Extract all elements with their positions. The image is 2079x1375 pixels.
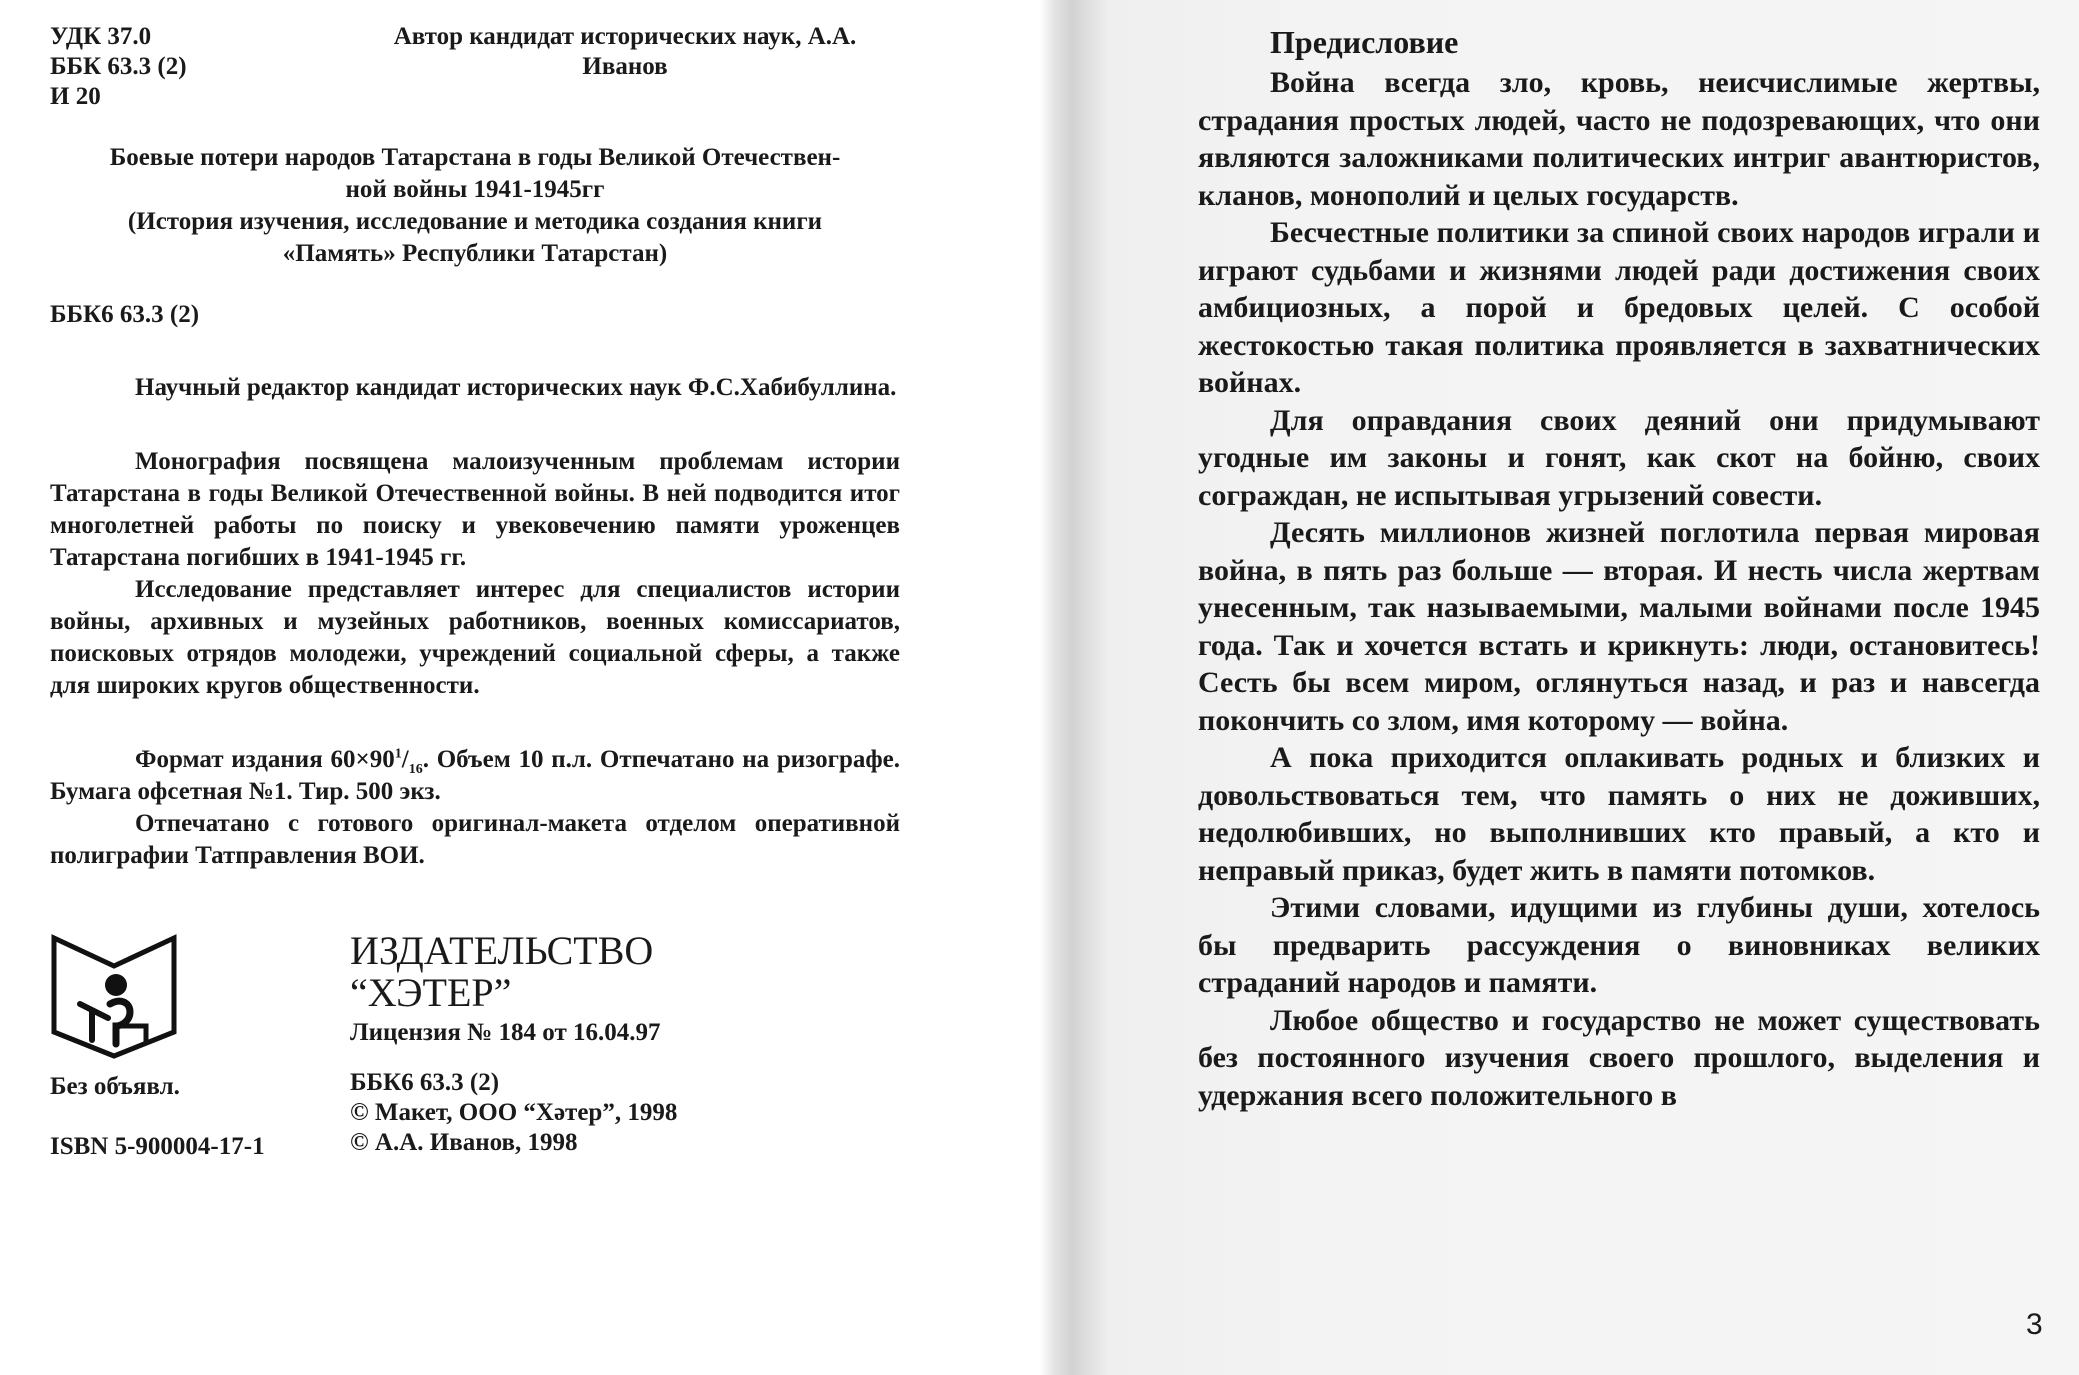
book-subtitle-line-2: «Память» Республики Татарстан) bbox=[282, 240, 668, 267]
preface-paragraph-2: Бесчестные политики за спиной своих народов играли и играют судьбами и жизнями людей ради достижения своих амбициозных, а порой и бредовых целей. С особой жестокостью такая политика проявляется в захватнических войнах. bbox=[1198, 216, 2040, 399]
format-slash: / bbox=[401, 746, 409, 773]
header-block bbox=[50, 22, 900, 112]
abstract-paragraph-2: Исследование представляет интерес для специалистов истории войны, архивных и музейных работников, военных комиссариатов, поисковых отрядов молодежи, учреждений социальной сферы, а также для широких кругов общественности. bbox=[50, 576, 900, 699]
author-line-1: Автор кандидат исторических наук, А.А. bbox=[393, 23, 857, 50]
bbk6-footer-code: ББК6 63.3 (2) bbox=[350, 1069, 500, 1096]
copyright-author: © А.А. Иванов, 1998 bbox=[350, 1129, 578, 1156]
bbk6-code: ББК6 63.3 (2) bbox=[50, 301, 200, 328]
right-column bbox=[1198, 20, 2040, 1114]
page-number: 3 bbox=[2026, 1308, 2043, 1341]
book-title bbox=[50, 142, 900, 270]
format-details: . Объем 10 п.л. Отпечатано на ризографе. Бумага офсетная №1. Тир. 500 экз. bbox=[50, 746, 900, 805]
imprint-left bbox=[50, 930, 350, 1162]
book-title-line-2: ной войны 1941-1945гг bbox=[345, 176, 605, 203]
left-column bbox=[50, 22, 900, 1162]
classification-codes bbox=[50, 22, 350, 112]
book-gutter bbox=[1040, 0, 1110, 1375]
publisher-logo-icon bbox=[50, 930, 180, 1060]
format-numerator: 1 bbox=[394, 746, 402, 762]
copyright-layout: © Макет, ООО “Хәтер”, 1998 bbox=[350, 1099, 678, 1126]
printed-by: Отпечатано с готового оригинал-макета отделом оперативной полиграфии Татправления ВОИ. bbox=[50, 810, 900, 869]
publisher-imprint bbox=[50, 930, 900, 1162]
publisher-name-line-2: “ХЭТЕР” bbox=[350, 970, 512, 1015]
preface-paragraph-4: Десять миллионов жизней поглотила первая мировая война, в пять раз больше — вторая. И несть числа жертвам унесенным, так называемыми, малыми войнами после 1945 года. Так и хочется встать и крикнуть: люди, остановитесь! Сесть бы всем миром, оглянуться назад, и раз и навсегда покончить со злом, имя которому — война. bbox=[1198, 516, 2040, 737]
udk-code: УДК 37.0 bbox=[50, 23, 152, 50]
book-subtitle-line-1: (История изучения, исследование и методика создания книги bbox=[127, 208, 823, 235]
logo-container bbox=[50, 930, 350, 1072]
publisher-name-line-1: ИЗДАТЕЛЬСТВО bbox=[350, 928, 654, 973]
publisher-license: Лицензия № 184 от 16.04.97 bbox=[350, 1019, 661, 1046]
scientific-editor: Научный редактор кандидат исторических наук Ф.С.Хабибуллина. bbox=[135, 374, 897, 401]
format-denominator: 16 bbox=[408, 762, 423, 777]
author-line-2: Иванов bbox=[582, 53, 668, 80]
bbk-code: ББК 63.3 (2) bbox=[50, 53, 187, 80]
format-prefix: Формат издания 60×90 bbox=[135, 746, 395, 773]
preface-paragraph-5: А пока приходится оплакивать родных и близких и довольствоваться тем, что память о них не доживших, недолюбивших, но выполнивших кто правый, а кто и неправый приказ, будет жить в памяти потомков. bbox=[1198, 741, 2040, 887]
preface-paragraph-6: Этими словами, идущими из глубины души, хотелось бы предварить рассуждения о виновниках великих страданий народов и памяти. bbox=[1198, 891, 2040, 999]
preface-paragraph-1: Война всегда зло, кровь, неисчислимые жертвы, страдания простых людей, часто не подозревающих, что они являются заложниками политических интриг авантюристов, кланов, монополий и целых государств. bbox=[1198, 66, 2040, 212]
no-ads-note: Без объявл. bbox=[50, 1073, 180, 1100]
author-mark: И 20 bbox=[50, 83, 101, 110]
isbn: ISBN 5-900004-17-1 bbox=[50, 1133, 265, 1160]
author-block bbox=[350, 22, 900, 112]
preface-heading: Предисловие bbox=[1270, 24, 1459, 60]
book-title-line-1: Боевые потери народов Татарстана в годы Великой Отечествен- bbox=[109, 144, 841, 171]
preface-paragraph-7: Любое общество и государство не может существовать без постоянного изучения своего прошлого, выделения и удержания всего положительного в bbox=[1198, 1003, 2040, 1112]
imprint-right bbox=[350, 930, 900, 1162]
preface-paragraph-3: Для оправдания своих деяний они придумывают угодные им законы и гонят, как скот на бойню, своих сограждан, не испытывая угрызений совести. bbox=[1198, 403, 2040, 512]
print-format bbox=[50, 744, 900, 808]
abstract-paragraph-1: Монография посвящена малоизученным проблемам истории Татарстана в годы Великой Отечественной войны. В ней подводится итог многолетней работы по поиску и увековечению памяти уроженцев Татарстана погибших в 1941-1945 гг. bbox=[50, 448, 900, 571]
